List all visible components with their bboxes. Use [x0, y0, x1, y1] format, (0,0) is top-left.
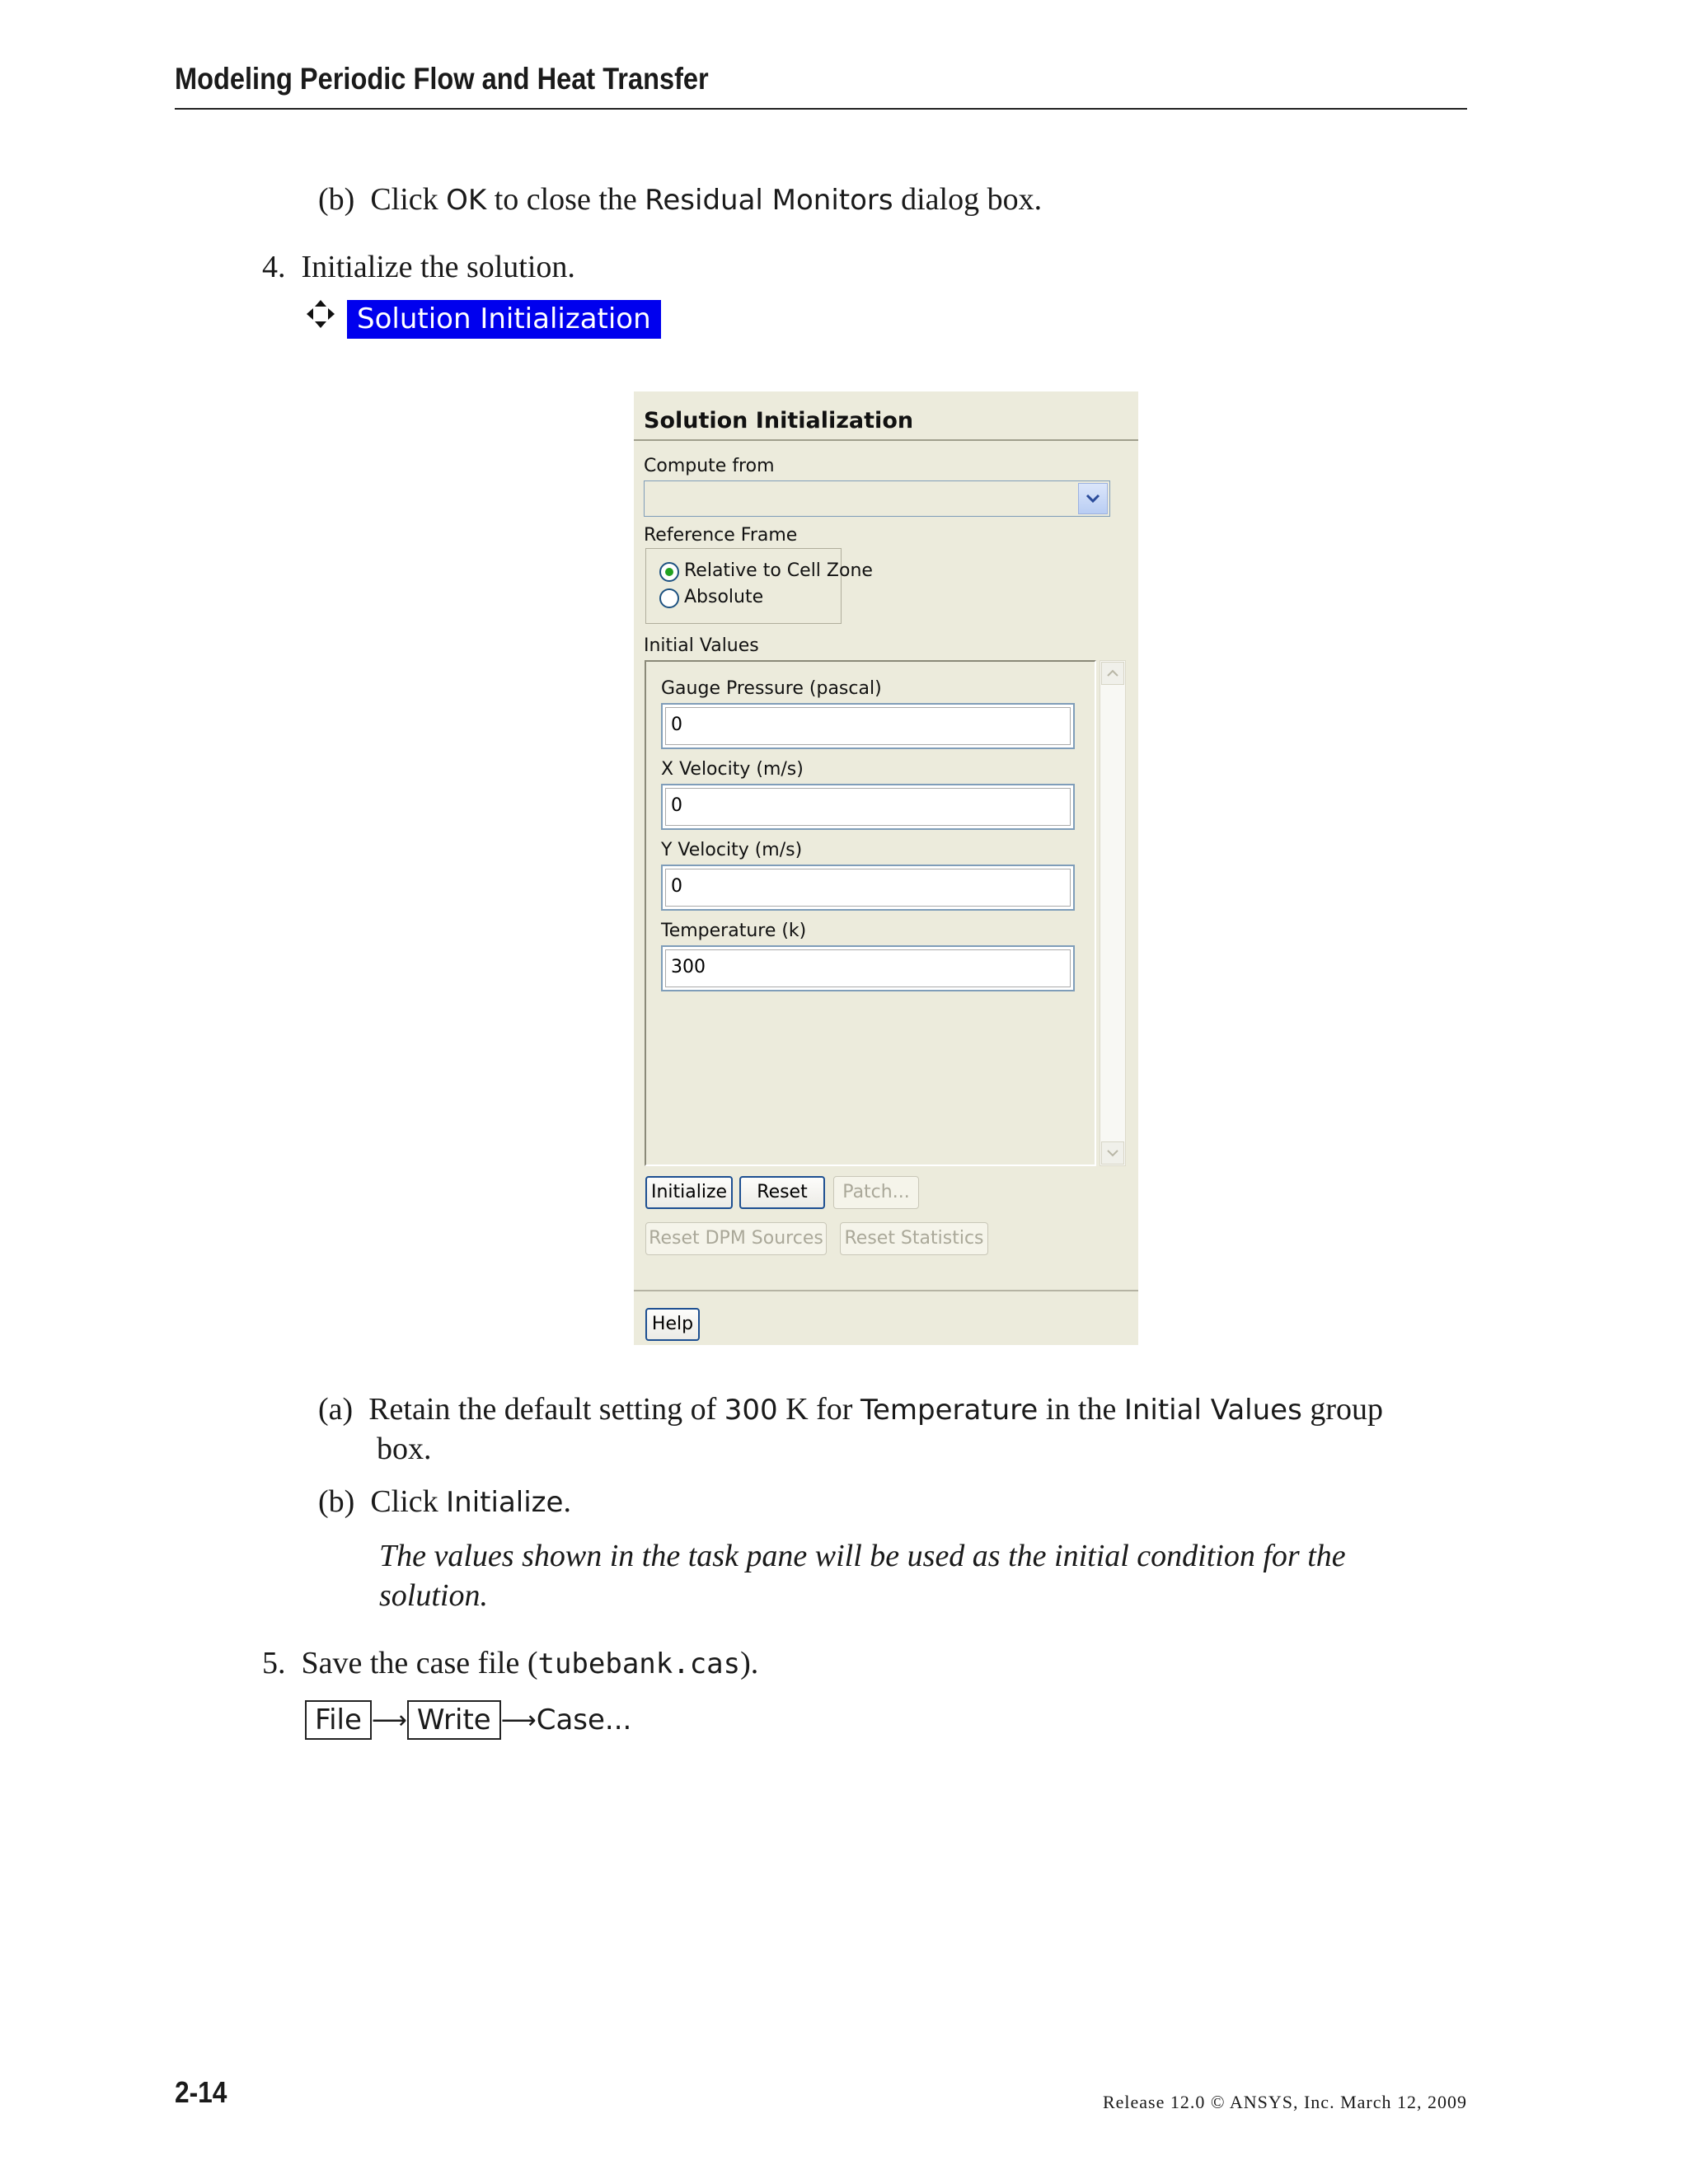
temperature-value-ref: 300: [724, 1394, 778, 1427]
move-arrows-icon: [305, 298, 336, 330]
step-5-text: ).: [740, 1646, 759, 1680]
temperature-field[interactable]: [661, 945, 1075, 991]
dropdown-button[interactable]: [1078, 483, 1108, 514]
release-note: Release 12.0 © ANSYS, Inc. March 12, 2009: [1102, 2092, 1467, 2112]
reference-frame-group: [645, 548, 873, 624]
step-4a-continued: box.: [377, 1432, 432, 1466]
step-3b: [318, 180, 1042, 220]
compute-from-dropdown[interactable]: [644, 480, 1110, 517]
step-3b-text: Click: [370, 182, 447, 217]
step-4a-marker: (a): [318, 1392, 354, 1427]
menu-arrow: ⟶: [500, 1705, 537, 1735]
radio-relative-to-cell-zone[interactable]: [659, 562, 679, 582]
chevron-down-icon: [1107, 1148, 1118, 1158]
step-3b-text: dialog box.: [893, 182, 1043, 217]
y-velocity-field[interactable]: [661, 865, 1075, 911]
reference-frame-label: Reference Frame: [644, 525, 798, 546]
chevron-down-icon: [1085, 492, 1100, 505]
patch-button[interactable]: Patch...: [833, 1176, 919, 1209]
step-3b-text: to close the: [486, 182, 645, 217]
panel-title: Solution Initialization: [644, 408, 914, 434]
temperature-ref: Temperature: [860, 1394, 1039, 1427]
residual-monitors-ref: Residual Monitors: [645, 184, 893, 217]
y-velocity-value: 0: [665, 869, 1071, 907]
initial-values-scrollbar[interactable]: [1100, 660, 1126, 1166]
step-5: [262, 1643, 758, 1684]
title-divider: [634, 439, 1138, 441]
step-4b: [318, 1482, 571, 1522]
step-4a-text: group: [1301, 1392, 1383, 1427]
step-4b-text: Click: [370, 1484, 447, 1519]
nav-solution-initialization[interactable]: Solution Initialization: [347, 300, 661, 339]
radio-selected-dot: [665, 568, 673, 576]
initial-values-label: Initial Values: [644, 635, 759, 656]
compute-from-label: Compute from: [644, 456, 775, 476]
chevron-up-icon: [1107, 668, 1118, 678]
scroll-down-button[interactable]: [1101, 1141, 1124, 1165]
step-4-text: Initialize the solution.: [301, 250, 575, 284]
radio-absolute-label: Absolute: [684, 587, 764, 607]
step-4-number: 4.: [262, 250, 286, 284]
step-4b-marker: (b): [318, 1484, 355, 1519]
step-4b-note-line1: The values shown in the task pane will be used as the initial condition for the: [379, 1539, 1346, 1573]
header-rule: [175, 108, 1467, 110]
step-4b-note-line2: solution.: [379, 1578, 488, 1613]
step-4a-text: Retain the default setting of: [368, 1392, 724, 1427]
running-header: Modeling Periodic Flow and Heat Transfer: [175, 62, 709, 96]
step-4: [262, 247, 575, 287]
ok-ref: OK: [446, 184, 487, 217]
step-4a: [318, 1390, 1383, 1430]
temperature-label: Temperature (k): [661, 921, 807, 941]
x-velocity-value: 0: [665, 788, 1071, 826]
step-5-text: Save the case file (: [301, 1646, 538, 1680]
step-4b-text: .: [563, 1484, 571, 1519]
reset-dpm-sources-button[interactable]: Reset DPM Sources: [645, 1222, 827, 1255]
initial-values-ref: Initial Values: [1123, 1394, 1302, 1427]
solution-initialization-panel: [634, 391, 1138, 1345]
y-velocity-label: Y Velocity (m/s): [661, 840, 803, 860]
menu-write[interactable]: Write: [407, 1700, 501, 1740]
menu-arrow: ⟶: [371, 1705, 407, 1735]
reset-button[interactable]: Reset: [739, 1176, 825, 1209]
initial-values-group: [645, 660, 1096, 1166]
radio-absolute[interactable]: [659, 588, 679, 608]
initialize-ref: Initialize: [446, 1486, 564, 1519]
temperature-value: 300: [665, 949, 1071, 987]
x-velocity-field[interactable]: [661, 784, 1075, 830]
scroll-up-button[interactable]: [1101, 662, 1124, 685]
gauge-pressure-field[interactable]: [661, 703, 1075, 749]
step-5-number: 5.: [262, 1646, 286, 1680]
x-velocity-label: X Velocity (m/s): [661, 759, 804, 780]
help-divider: [634, 1290, 1138, 1291]
menu-path: [305, 1700, 631, 1740]
step-4a-text: K for: [777, 1392, 860, 1427]
gauge-pressure-value: 0: [665, 707, 1071, 745]
step-3b-marker: (b): [318, 182, 355, 217]
menu-case[interactable]: Case...: [536, 1704, 632, 1736]
step-4a-text: in the: [1038, 1392, 1124, 1427]
page-number: 2-14: [175, 2075, 227, 2109]
menu-file[interactable]: File: [305, 1700, 372, 1740]
help-button[interactable]: Help: [645, 1308, 700, 1341]
initialize-button[interactable]: Initialize: [645, 1176, 733, 1209]
radio-relative-label: Relative to Cell Zone: [684, 560, 873, 581]
reset-statistics-button[interactable]: Reset Statistics: [840, 1222, 988, 1255]
gauge-pressure-label: Gauge Pressure (pascal): [661, 678, 882, 699]
case-filename: tubebank.cas: [537, 1647, 741, 1680]
